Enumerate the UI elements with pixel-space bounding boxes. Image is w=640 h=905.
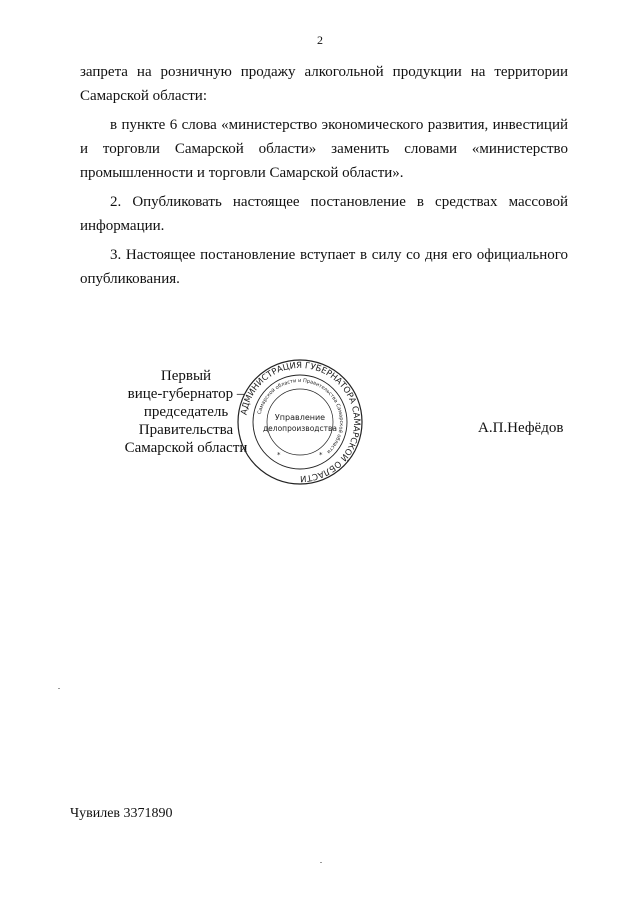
signatory-title-line: председатель Правительства <box>138 404 234 438</box>
signatory-title-line: Самарской области <box>124 440 248 456</box>
document-body <box>80 60 568 291</box>
scan-speck <box>58 688 60 689</box>
stamp-star-icon: * <box>277 451 281 459</box>
stamp-center-line1: Управление <box>274 413 326 422</box>
page-number: 2 <box>317 33 323 47</box>
paragraph-effective: 3. Настоящее постановление вступает в силу со дня его официального опубликования. <box>80 247 568 287</box>
signatory-title-line: вице-губернатор – <box>127 386 245 402</box>
paragraph-publish: 2. Опубликовать настоящее постановление в средствах массовой информации. <box>80 194 568 234</box>
signatory-title-line: Первый <box>160 368 212 384</box>
paragraph-continuation: запрета на розничную продажу алкогольной продукции на территории Самарской области: <box>80 64 568 104</box>
signatory-name: А.П.Нефёдов <box>478 420 564 436</box>
stamp-center-line2: делопроизводства <box>262 424 338 433</box>
stamp-star-icon: * <box>319 451 323 459</box>
stamp-outer-text: АДМИНИСТРАЦИЯ ГУБЕРНАТОРА САМАРСКОЙ ОБЛАСТИ <box>239 360 362 484</box>
scan-speck <box>320 862 322 863</box>
executor-contact: Чувилев 3371890 <box>70 806 173 821</box>
stamp-inner-text: Самарской области и Правительства Самарской области <box>256 377 345 455</box>
official-stamp <box>230 358 370 486</box>
paragraph-amendment: в пункте 6 слова «министерство экономического развития, инвестиций и торговли Самарской области» заменить словами «министерство промышленности и торговли Самарской области». <box>80 117 568 181</box>
